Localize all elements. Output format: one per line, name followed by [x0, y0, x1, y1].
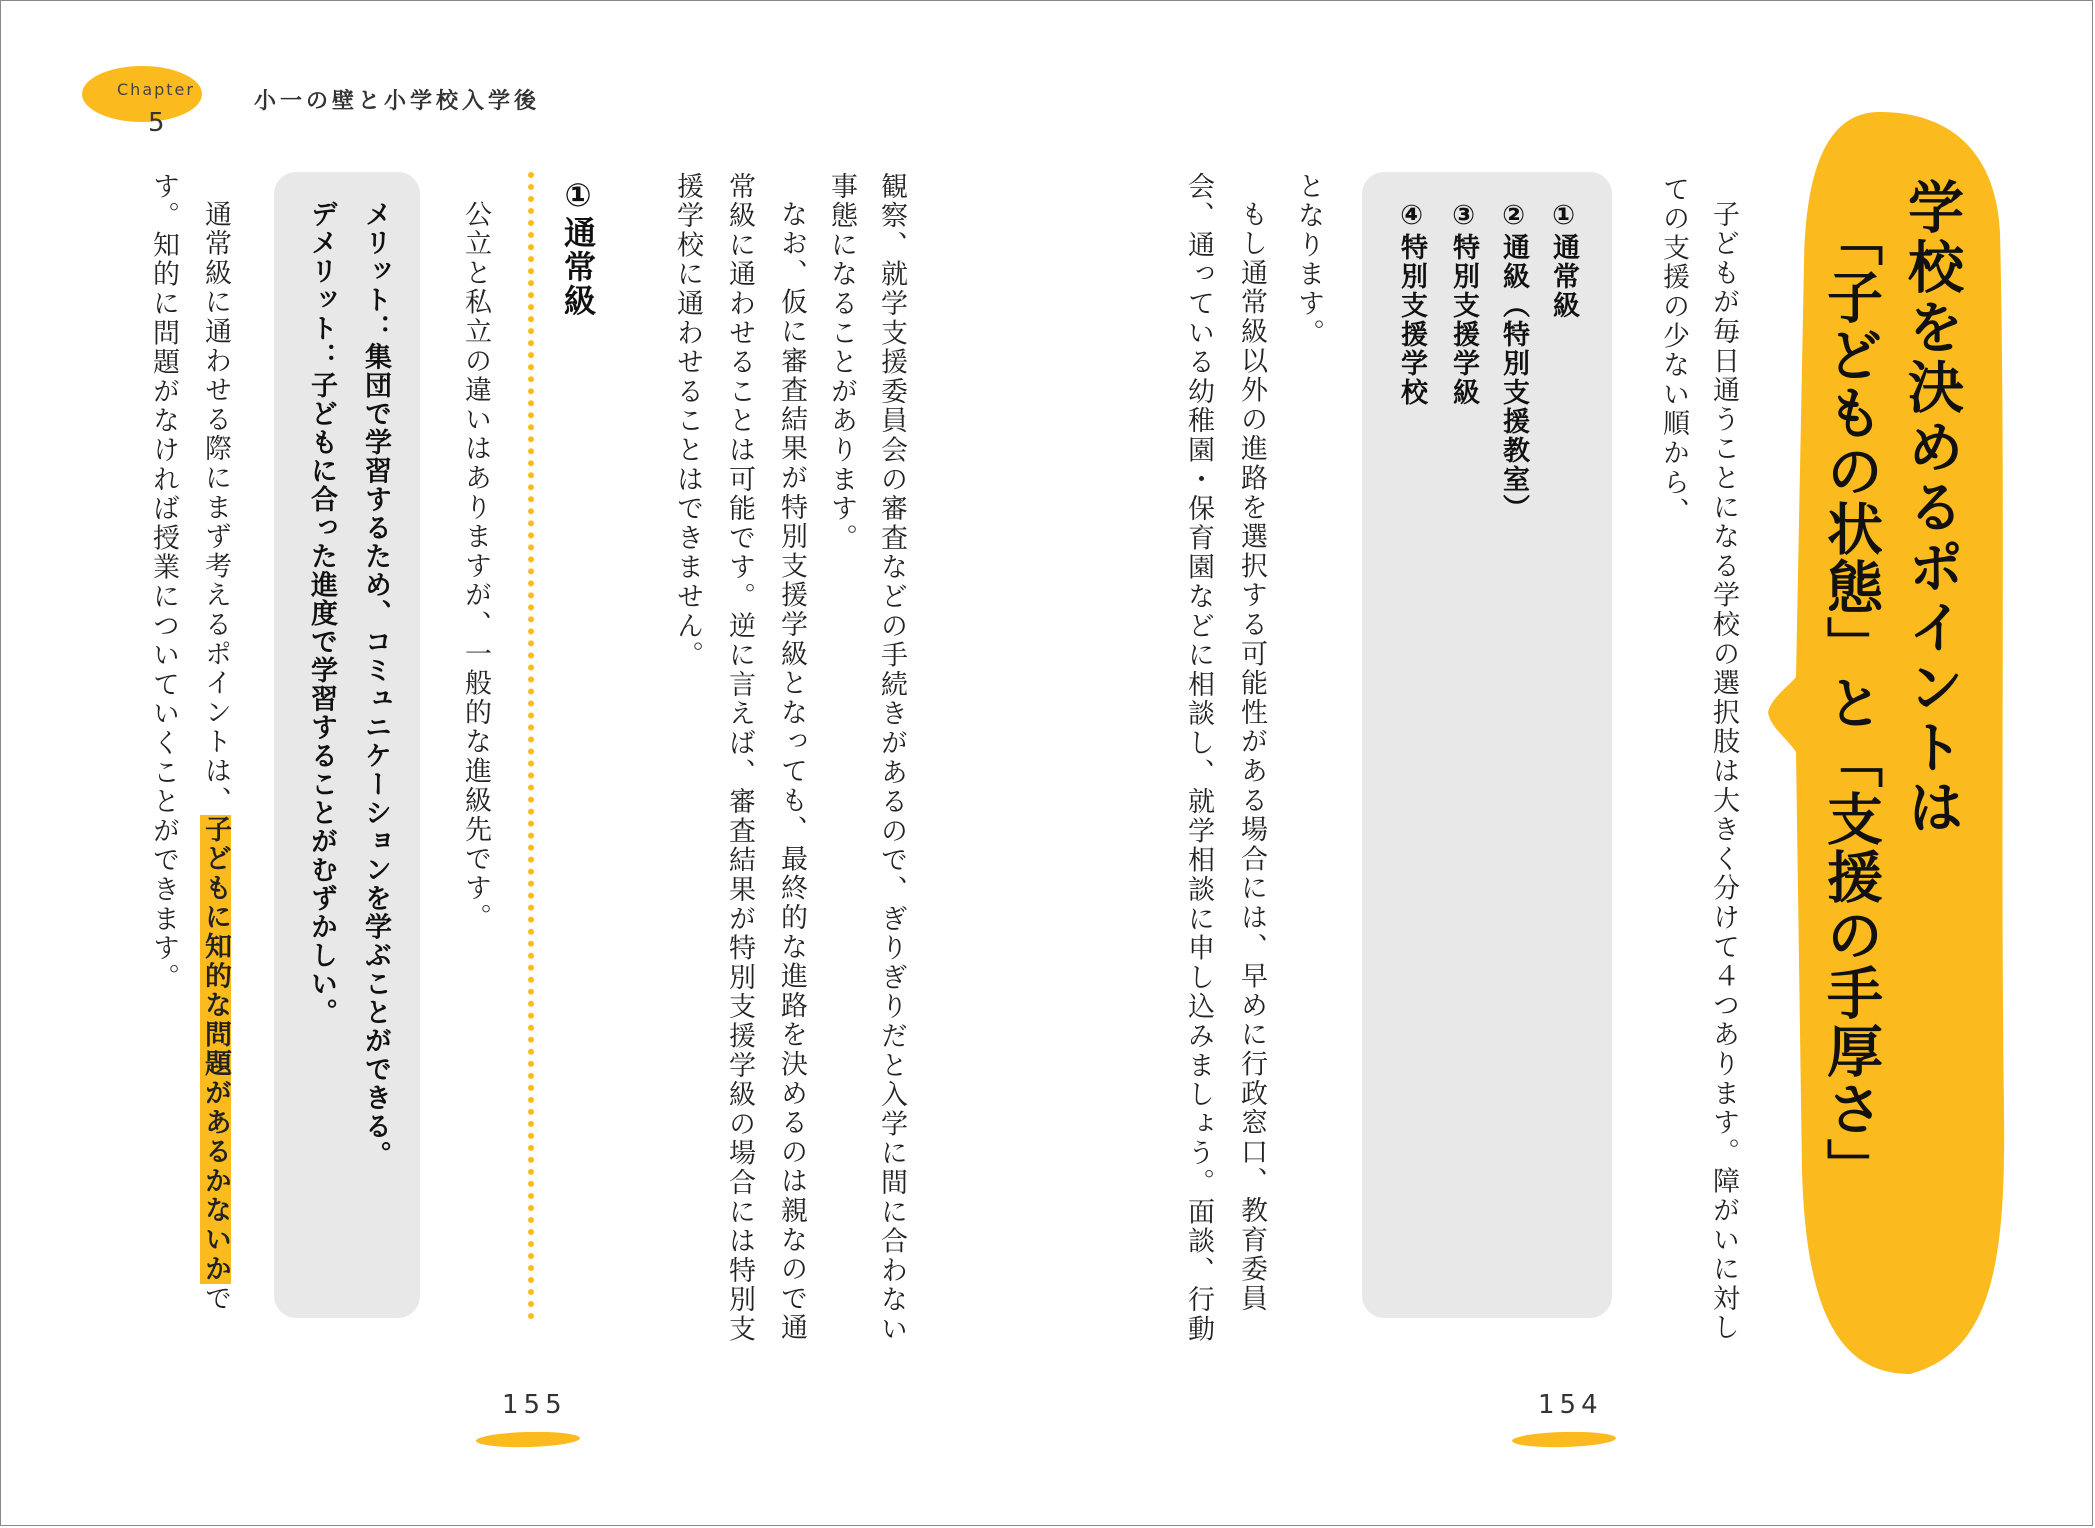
after-options-text: となります。	[1293, 172, 1324, 348]
final-para-pre: 通常級に通わせる際にまず考えるポイントは、	[200, 200, 231, 816]
merit-text: メリット：集団で学習するため、コミュニケーションを学ぶことができる。	[360, 200, 391, 1169]
section-intro: 公立と私立の違いはありますが、一般的な進級先です。	[460, 200, 491, 933]
intro-line-2: ての支援の少ない順から、	[1658, 175, 1689, 527]
chapter-label: Chapter	[117, 80, 195, 99]
para3-line-1: なお、仮に審査結果が特別支援学級となっても、最終的な進路を決めるのは親なので通	[776, 200, 807, 1343]
para2-line-2: 会、通っている幼稚園・保育園などに相談し、就学相談に申し込みましょう。面談、行動	[1183, 172, 1214, 1344]
demerit-text: デメリット：子どもに合った進度で学習することがむずかしい。	[306, 200, 337, 1027]
para3-line-2: 常級に通わせることは可能です。逆に言えば、審査結果が特別支援学級の場合には特別支	[724, 172, 755, 1344]
merit-demerit-box	[274, 172, 420, 1318]
title-line-1: 学校を決めるポイントは	[1899, 178, 1964, 838]
title-highlight-blob	[1760, 112, 2010, 1374]
page-number-left: 155	[502, 1390, 567, 1420]
option-4: ④特別支援学校	[1396, 200, 1427, 407]
option-1: ①通常級	[1548, 200, 1579, 320]
final-para-highlight: 子どもに知的な問題があるかないか	[200, 815, 231, 1285]
title-line-2: 「子どもの状態」と「支援の手厚さ」	[1818, 210, 1883, 1196]
option-3: ③特別支援学級	[1448, 200, 1479, 407]
chapter-title: 小一の壁と小学校入学後	[254, 89, 541, 114]
final-para-line-1	[202, 200, 229, 1313]
section-heading: ①通常級	[559, 176, 597, 318]
para2-line-1: もし通常級以外の進路を選択する可能性がある場合には、早めに行政窓口、教育委員	[1236, 200, 1267, 1314]
final-para-line-2: す。知的に問題がなければ授業についていくことができます。	[148, 172, 179, 993]
chapter-number: 5	[148, 108, 165, 138]
page-number-right: 154	[1538, 1390, 1603, 1420]
final-para-post: で	[200, 1284, 231, 1314]
para-cont-line-1: 観察、就学支援委員会の審査などの手続きがあるので、ぎりぎりだと入学に間に合わない	[876, 172, 907, 1344]
intro-line-1: 子どもが毎日通うことになる学校の選択肢は大きく分けて４つあります。障がいに対し	[1708, 200, 1739, 1343]
para3-line-3: 援学校に通わせることはできません。	[672, 172, 703, 671]
option-2: ②通級（特別支援教室）	[1498, 200, 1529, 523]
para-cont-line-2: 事態になることがあります。	[826, 172, 857, 553]
section-divider	[528, 172, 534, 1320]
